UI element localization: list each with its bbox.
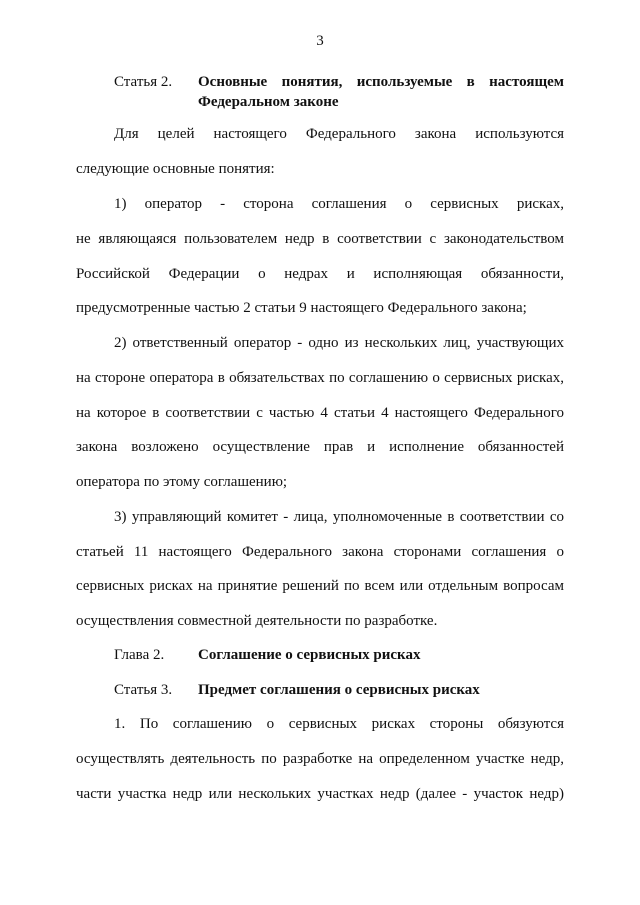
article-2-label: Статья 2. — [114, 74, 173, 90]
article-3-title: Предмет соглашения о сервисных рисках — [198, 682, 480, 698]
item-2-line-4: закона возложено осуществление прав и исполнение обязанностей — [76, 439, 564, 455]
item-1-line-4: предусмотренные частью 2 статьи 9 настоящего Федерального закона; — [76, 300, 527, 316]
item-1-line-3: Российской Федерации о недрах и исполняющая обязанности, — [76, 266, 564, 282]
chapter-2-heading — [114, 645, 564, 665]
item-3-line-2: статьей 11 настоящего Федерального закона сторонами соглашения о — [76, 544, 564, 560]
article-3-line-1: 1. По соглашению о сервисных рисках стороны обязуются — [114, 716, 564, 732]
item-2-line-3: на которое в соответствии с частью 4 статьи 4 настоящего Федерального — [76, 405, 564, 421]
item-2-line-5: оператора по этому соглашению; — [76, 474, 288, 490]
article-3-line-2: осуществлять деятельность по разработке на определенном участке недр, — [76, 751, 564, 767]
article-3-line-3: части участка недр или нескольких участках недр (далее - участок недр) — [76, 786, 564, 802]
item-1-line-1: 1) оператор - сторона соглашения о сервисных рисках, — [114, 196, 564, 212]
article-3-label: Статья 3. — [114, 682, 173, 698]
item-2-line-1: 2) ответственный оператор - одно из нескольких лиц, участвующих — [114, 335, 564, 351]
item-3-line-3: сервисных рисках на принятие решений по всем или отдельным вопросам — [76, 578, 564, 594]
article-3-heading — [114, 680, 564, 700]
intro-line-2: следующие основные понятия: — [76, 161, 275, 177]
article-2-title: Основные понятия, используемые в настоящем Федеральном законе — [198, 74, 564, 110]
chapter-2-title: Соглашение о сервисных рисках — [198, 647, 421, 663]
article-2-heading — [114, 72, 564, 112]
item-3-line-1: 3) управляющий комитет - лица, уполномоченные в соответствии со — [114, 509, 564, 525]
item-2-line-2: на стороне оператора в обязательствах по соглашению о сервисных рисках, — [76, 370, 564, 386]
chapter-2-label: Глава 2. — [114, 647, 165, 663]
item-1-line-2: не являющаяся пользователем недр в соответствии с законодательством — [76, 231, 564, 247]
item-3-line-4: осуществления совместной деятельности по разработке. — [76, 613, 438, 629]
page-number: 3 — [316, 33, 324, 49]
intro-line-1: Для целей настоящего Федерального закона используются — [114, 126, 564, 142]
